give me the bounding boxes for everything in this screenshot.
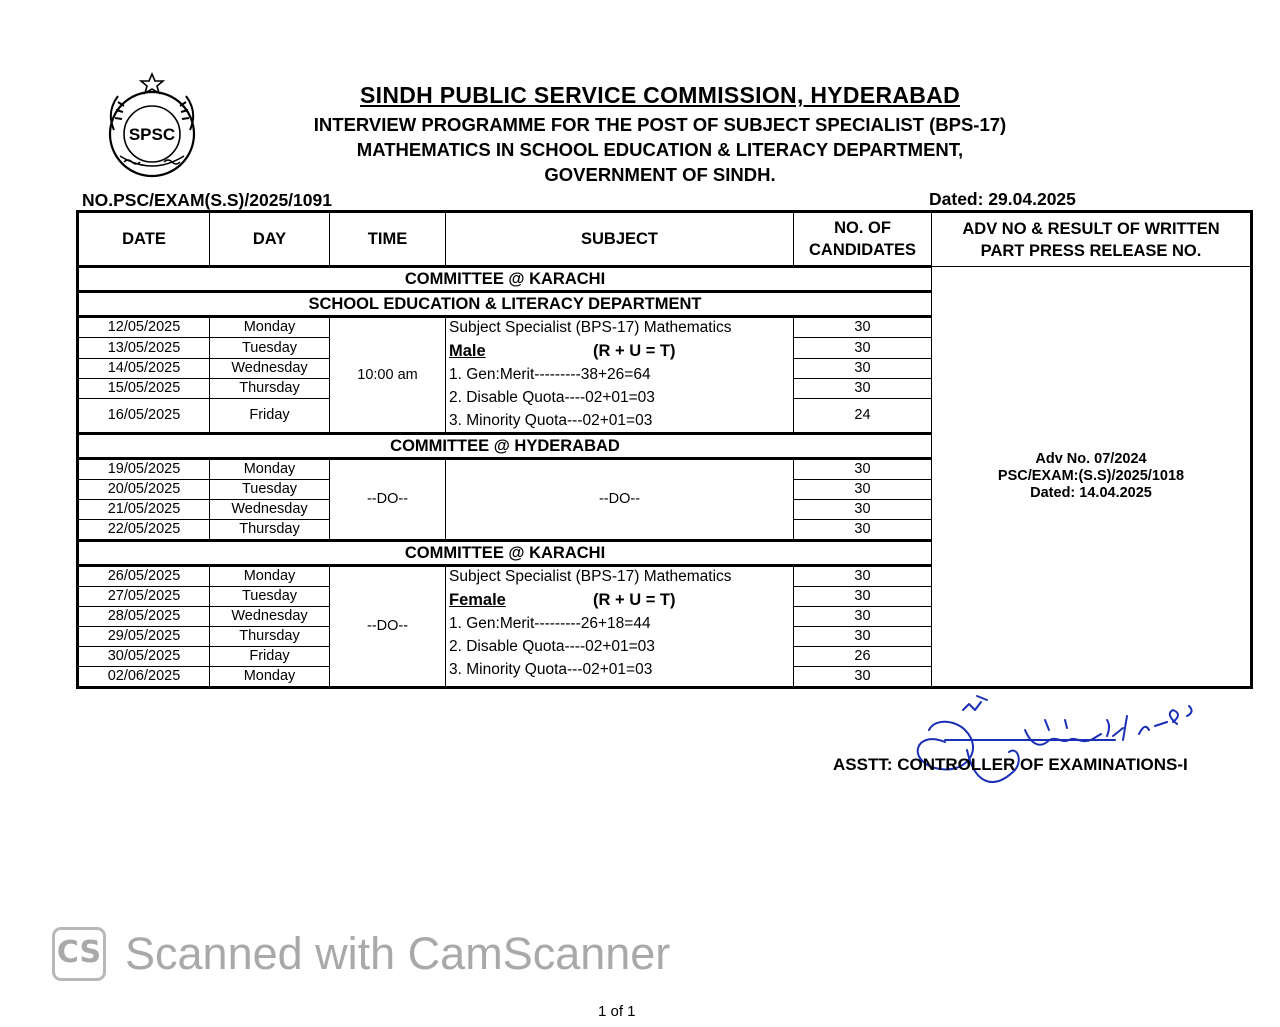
col-adv-line-1: ADV NO & RESULT OF WRITTEN <box>962 219 1220 238</box>
candidates-cell: 30 <box>794 358 932 378</box>
day-cell: Thursday <box>210 627 330 647</box>
quota-general-merit: 1. Gen:Merit---------26+18=44 <box>449 615 651 632</box>
subject-title: Subject Specialist (BPS-17) Mathematics <box>449 568 732 585</box>
candidates-cell: 30 <box>794 587 932 607</box>
day-cell: Tuesday <box>210 480 330 500</box>
adv-number: Adv No. 07/2024 <box>1035 451 1147 467</box>
committee-karachi-heading-2: COMMITTEE @ KARACHI <box>78 541 932 566</box>
day-cell: Tuesday <box>210 587 330 607</box>
date-cell: 19/05/2025 <box>78 459 210 480</box>
col-candidates-line-1: NO. OF <box>834 219 891 237</box>
handwritten-signature <box>905 690 1245 790</box>
reference-number: NO.PSC/EXAM(S.S)/2025/1091 <box>82 190 332 210</box>
scanner-watermark-text: Scanned with CamScanner <box>125 928 671 979</box>
date-cell: 27/05/2025 <box>78 587 210 607</box>
subtitle-line-3: GOVERNMENT OF SINDH. <box>544 164 776 185</box>
date-cell: 02/06/2025 <box>78 667 210 688</box>
candidates-cell: 30 <box>794 566 932 587</box>
candidates-cell: 30 <box>794 667 932 688</box>
logo-text: SPSC <box>128 125 176 144</box>
date-cell: 30/05/2025 <box>78 647 210 667</box>
subject-title: Subject Specialist (BPS-17) Mathematics <box>449 319 732 336</box>
date-cell: 16/05/2025 <box>78 399 210 434</box>
candidates-cell: 30 <box>794 338 932 358</box>
candidates-cell: 30 <box>794 500 932 520</box>
date-cell: 26/05/2025 <box>78 566 210 587</box>
col-subject: SUBJECT <box>446 212 794 267</box>
day-cell: Thursday <box>210 520 330 541</box>
time-cell: 10:00 am <box>330 317 446 434</box>
camscanner-logo-icon: CS <box>52 927 106 981</box>
day-cell: Monday <box>210 317 330 338</box>
candidates-cell: 30 <box>794 459 932 480</box>
day-cell: Tuesday <box>210 338 330 358</box>
date-cell: 15/05/2025 <box>78 379 210 399</box>
subtitle-line-1: INTERVIEW PROGRAMME FOR THE POST OF SUBJECT SPECIALIST (BPS-17) <box>313 114 1007 135</box>
spsc-emblem-icon <box>96 72 210 184</box>
candidates-cell: 30 <box>794 627 932 647</box>
subject-cell-male <box>446 317 794 434</box>
col-adv <box>932 212 1252 267</box>
day-cell: Friday <box>210 647 330 667</box>
candidates-cell: 30 <box>794 520 932 541</box>
subject-cell-female <box>446 566 794 688</box>
page-title: SINDH PUBLIC SERVICE COMMISSION, HYDERABAD <box>359 82 960 108</box>
quota-formula: (R + U = T) <box>593 591 676 609</box>
date-cell: 29/05/2025 <box>78 627 210 647</box>
col-adv-line-2: PART PRESS RELEASE NO. <box>980 241 1202 260</box>
col-date: DATE <box>78 212 210 267</box>
col-candidates-line-2: CANDIDATES <box>809 241 916 259</box>
quota-minority: 3. Minority Quota---02+01=03 <box>449 412 653 429</box>
candidates-cell: 26 <box>794 647 932 667</box>
quota-disable: 2. Disable Quota----02+01=03 <box>449 389 655 406</box>
candidates-cell: 24 <box>794 399 932 434</box>
day-cell: Monday <box>210 459 330 480</box>
candidates-cell: 30 <box>794 317 932 338</box>
subject-cell-ditto: --DO-- <box>446 459 794 541</box>
committee-hyderabad-heading: COMMITTEE @ HYDERABAD <box>78 434 932 459</box>
gender-label: Female <box>449 591 506 609</box>
candidates-cell: 30 <box>794 379 932 399</box>
candidates-cell: 30 <box>794 480 932 500</box>
quota-general-merit: 1. Gen:Merit---------38+26=64 <box>449 366 651 383</box>
press-release-date: Dated: 14.04.2025 <box>1030 485 1152 501</box>
day-cell: Friday <box>210 399 330 434</box>
signatory-designation: ASSTT: CONTROLLER OF EXAMINATIONS-I <box>833 755 1188 774</box>
gender-label: Male <box>449 342 486 360</box>
day-cell: Wednesday <box>210 500 330 520</box>
page-number: 1 of 1 <box>598 1003 636 1020</box>
day-cell: Wednesday <box>210 607 330 627</box>
day-cell: Monday <box>210 566 330 587</box>
col-candidates <box>794 212 932 267</box>
date-cell: 13/05/2025 <box>78 338 210 358</box>
day-cell: Monday <box>210 667 330 688</box>
day-cell: Thursday <box>210 379 330 399</box>
date-cell: 20/05/2025 <box>78 480 210 500</box>
day-cell: Wednesday <box>210 358 330 378</box>
committee-karachi-heading: COMMITTEE @ KARACHI <box>78 267 932 292</box>
issue-date: Dated: 29.04.2025 <box>929 189 1076 209</box>
subtitle-line-2: MATHEMATICS IN SCHOOL EDUCATION & LITERACY DEPARTMENT, <box>356 139 964 160</box>
quota-minority: 3. Minority Quota---02+01=03 <box>449 661 653 678</box>
date-cell: 28/05/2025 <box>78 607 210 627</box>
col-time: TIME <box>330 212 446 267</box>
col-day: DAY <box>210 212 330 267</box>
quota-formula: (R + U = T) <box>593 342 676 360</box>
time-cell: --DO-- <box>330 459 446 541</box>
candidates-cell: 30 <box>794 607 932 627</box>
date-cell: 22/05/2025 <box>78 520 210 541</box>
date-cell: 21/05/2025 <box>78 500 210 520</box>
date-cell: 12/05/2025 <box>78 317 210 338</box>
header-row <box>78 212 1252 267</box>
time-cell: --DO-- <box>330 566 446 688</box>
date-cell: 14/05/2025 <box>78 358 210 378</box>
interview-schedule-table <box>76 210 1253 689</box>
press-release-number: PSC/EXAM:(S.S)/2025/1018 <box>997 468 1185 484</box>
quota-disable: 2. Disable Quota----02+01=03 <box>449 638 655 655</box>
department-heading: SCHOOL EDUCATION & LITERACY DEPARTMENT <box>78 292 932 317</box>
adv-info-cell <box>932 267 1252 688</box>
